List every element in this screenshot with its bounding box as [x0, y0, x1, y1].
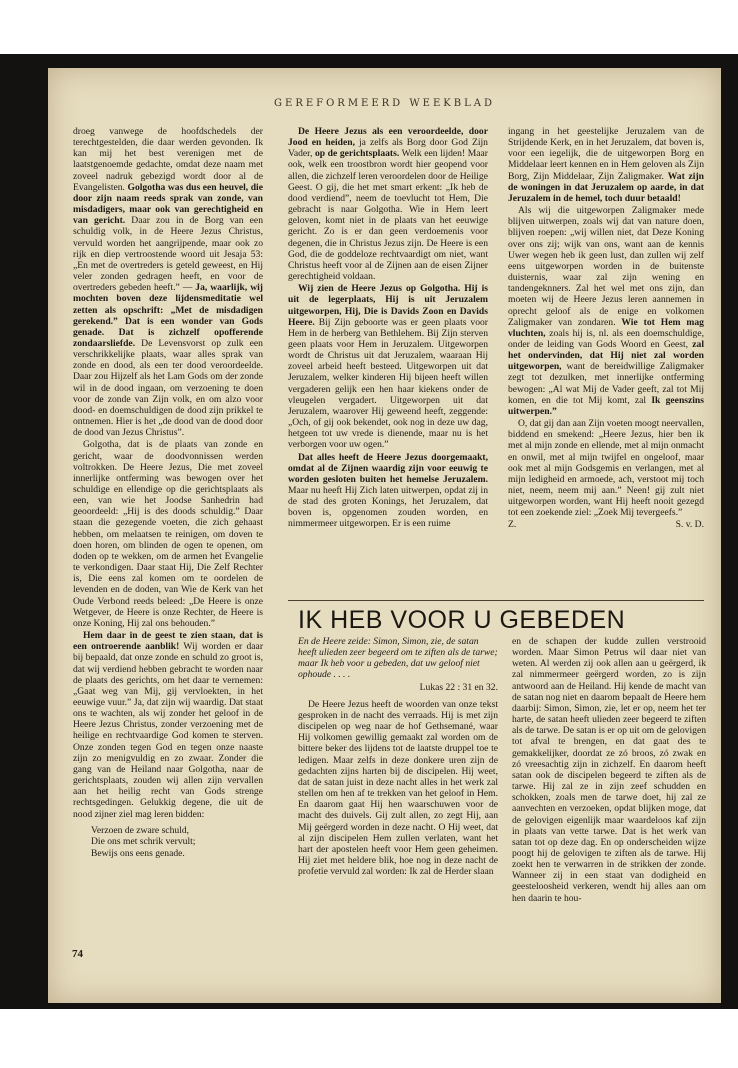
hymn-verse: Verzoen de zware schuld, Die ons met schrik vervult; Bewijs ons eens genade.: [91, 824, 196, 859]
column-3: [508, 126, 704, 531]
signature-right: S. v. D.: [675, 519, 704, 531]
col3-paragraph-3: O, dat gij dan aan Zijn voeten moogt neervallen, biddend en smekend: „Heere Jezus, hier ben ik met al mijn zonde en ellende, met al mijn onmacht en onwil, met al mijn twijfel en ongeloof, maar ook met al mijn Godsgemis en verlangen, met al mijn ledigheid en armoede, ach, verstoot mij toch niet, neem, neem mij aan.” Neen! gij zult niet uitgeworpen worden, want Hij heeft nooit gezegd tot een zoekende ziel: „Zoek Mij tevergeefs.”: [508, 418, 704, 519]
col3-paragraph-1: ingang in het geestelijke Jeruzalem van de Strijdende Kerk, en in het Jeruzalem, dat boven is, voor een iegelijk, die de uitgeworpen Borg en Middelaar leert kennen en in Hem geloven als Zijn Borg, Zijn Middelaar, Zijn Zaligmaker. Wat zijn de woningen in dat Jeruzalem op aarde, in dat Jeruzalem in de hemel, toch duur betaald!: [508, 126, 704, 204]
article-column-1: [298, 636, 498, 878]
col1-paragraph-2: Golgotha, dat is de plaats van zonde en gericht, waar de doodvonnissen werden voltrokken. De Heere Jezus, Die met zoveel innerlijke ontferming was bewogen over het schuldige en ellendige op die gerichtsplaats als een, van wie het Joodse Sanhedrin had geoordeeld: „Hij is des doods schuldig.” Daar staan die gezegende voeten, die zich gehaast hebben, om melaatsen te reinigen, om doven te doen horen, om blinden de ogen te openen, om doden op te wekken, om de armen het Evangelie te verkondigen. Daar staat Hij, Die Zelf Rechter is, Die eens zal komen om te oordelen de levenden en de doden, van Wie de Kerk van het Oude Verbond reeds beleed: „De Heere is onze Wetgever, de Heere is onze Rechter, de Heere is onze Koning, Hij zal ons behouden.”: [73, 439, 263, 629]
col1-paragraph-3: Hem daar in de geest te zien staan, dat is een ontroerende aanblik! Wij worden er daar bij bepaald, dat onze zonde en schuld zo groot is, dat wij verdiend hebben gebracht te worden naar de plaats des gerichts, om het daar te vernemen: „Gaat weg van Mij, gij vervloekten, in het eeuwige vuur.” Ja, dat zijn wij waardig. Dat staat ons te wachten, als wij zonder het geloof in de Heere Jezus Christus, zonder verzoening met de heilige en rechtvaardige God komen te sterven. Onze zonden tegen God en tegen onze naaste zijn zo menigvuldig en zo zwaar. Zonder die gang van de Heiland naar Golgotha, naar de gerichtsplaats, zouden wij allen zijn vervallen aan het heilig recht van Gods strenge rechtsgedingen. Gelukkig degene, die uit de nood zijner ziel mag leren bidden:: [73, 630, 264, 820]
epigraph: En de Heere zeide: Simon, Simon, zie, de satan heeft ulieden zeer begeerd om te ziften als de tarwe; maar Ik heb voor u gebeden, dat uw geloof niet ophoude . . . .: [298, 636, 498, 681]
signature-line: [508, 519, 704, 530]
col2-paragraph-1: De Heere Jezus als een veroordeelde, door Jood en heiden, ja zelfs als Borg door God Zijn Vader, op de gerichtsplaats. Welk een lijden! Maar ook, welk een troostbron wordt hier geopend voor allen, die zichzelf leren veroordelen door de Heilige Geest. O gij, die het met smart erkent: „Ik heb de dood verdiend”, neem de toevlucht tot Hem, Die gebracht is naar Golgotha. Wie in Hem leert geloven, komt niet in de plaats van het eeuwige gericht. Zo is er dan geen verdoemenis voor degenen, die in Christus Jezus zijn. De Heere is een God, die de goddeloze rechtvaardigt om niet, want Christus heeft voor al de Zijnen aan de eisen Zijner gerechtigheid voldaan.: [288, 126, 488, 283]
article-paragraph-2: en de schapen der kudde zullen verstrooid worden. Maar Simon Petrus wil daar niet van weten. Al werden zij ook allen aan u geërgerd, ik zal nimmermeer geërgerd worden, zo is zijn antwoord aan de Heiland. Hij kende de macht van de satan nog niet en daarom bepaalt de Heere hem daarbij: Simon, Simon, zie, let er op, neem het ter harte, de satan heeft ulieden zeer begeerd te ziften als de tarwe. De satan is er op uit om de gelovigen tot afval te brengen, en dat gaat des te gemakkelijker, doordat ze zó broos, zó zwak en zó vreesachtig zijn in zichzelf. En daarom heeft satan ook de discipelen begeerd te ziften als de tarwe. Hij zal ze in zijn zeef schudden en schokken, zoals men de tarwe doet, hij zal ze aanvechten en verzoeken, opdat blijken moge, dat de gelovigen eigenlijk maar waardeloos kaf zijn in plaats van vette tarwe. Dat is het werk van satan tot op deze dag. En op onderscheiden wijze poogt hij de gelovigen te ziften als de tarwe. Hij zoekt hen te verwarren in de strikken der zonde. Wanneer zij in een staat van dodigheid en geesteloosheid verkeren, wendt hij alles aan om hen daarin te hou-: [512, 636, 706, 904]
scripture-reference: Lukas 22 : 31 en 32.: [419, 681, 498, 693]
col2-paragraph-2: Wij zien de Heere Jezus op Golgotha. Hij is uit de legerplaats, Hij is uit Jeruzalem uitgeworpen, Hij, Die is Davids Zoon en Davids Heere. Bij Zijn geboorte was er geen plaats voor Hem in de herberg van Bethlehem. Bij Zijn sterven geen plaats voor Hem in Jeruzalem. Uitgeworpen wordt de Christus uit dat Jeruzalem, waaraan Hij zoveel arbeid heeft besteed. Uitgeworpen uit dat Jeruzalem, welker kinderen Hij bijeen heeft willen vergaderen gelijk een hen haar kiekens onder de vleugelen vergadert. Uitgeworpen uit dat Jeruzalem, waarover Hij geweend heeft, zeggende: „Och, of gij ook bekendet, ook nog in deze uw dag, hetgeen tot uw vrede is dienende, maar nu is het verborgen voor uw ogen.”: [288, 283, 488, 451]
col3-paragraph-2: Als wij die uitgeworpen Zaligmaker mede blijven uitwerpen, zoals wij dat van nature doen, blijven roepen: „wij willen niet, dat Deze Koning over ons zij; wijk van ons, want aan de kennis Uwer wegen heb ik geen lust, dan zullen wij zelf eens uitgeworpen worden in de buitenste duisternis, waar zal zijn wening en tandengeknners. Zal het wel met ons zijn, dan moeten wij de Heere Jezus leren aannemen in oprecht geloof als de enige en volkomen Zaligmaker van zondaren. Wie tot Hem mag vluchten, zoals hij is, nl. als een doemschuldige, onder de leiding van Gods Woord en Geest, zal het ondervinden, dat Hij niet zal worden uitgeworpen, want de bereidwillige Zaligmaker zegt tot dezulken, met innerlijke ontferming bewogen: „Al wat Mij de Vader geeft, zal tot Mij komen, en die tot Mij komt, zal Ik geenszins uitwerpen.”: [508, 205, 705, 417]
column-1: [73, 126, 263, 859]
signature-left: Z.: [508, 519, 517, 531]
article-headline: IK HEB VOOR U GEBEDEN: [298, 606, 626, 634]
article-paragraph-1: De Heere Jezus heeft de woorden van onze tekst gesproken in de nacht des verraads. Hij is met zijn discipelen op weg naar de hof Gethsemané, waar Hij volkomen gewillig gemaakt zal worden om de bittere beker des lijdens tot de laatste druppel toe te ledigen. Maar zelfs in deze donkere uren zijn de gedachten zijns harten bij de discipelen. Hij weet, dat de satan juist in deze nacht alles in het werk zal stellen om hen af te trekken van het geloof in Hem. En daarom gaat Hij hen waarschuwen voor de macht des duivels. Gij zult allen, zo zegt Hij, aan Mij geërgerd worden in deze nacht. O Hij weet, dat al zijn discipelen Hem zullen verlaten, want het hart der apostelen heeft voor Hem geen geheimen. Hij ziet met heldere blik, hoe nog in deze nacht de profetie vervuld zal worden: Ik zal de Herder slaan: [298, 698, 498, 878]
col2-paragraph-3: Dat alles heeft de Heere Jezus doorgemaakt, omdat al de Zijnen waardig zijn voor eeuwig te worden gesloten buiten het hemelse Jeruzalem. Maar nu heeft Hij Zich laten uitwerpen, opdat zij in de stad des groten Konings, het Jeruzalem, dat boven is, opgenomen zouden worden, en nimmermeer uitgeworpen. Er is een ruime: [288, 451, 488, 530]
col1-paragraph-1: droeg vanwege de hoofdschedels der terechtgestelden, die daar werden gevonden. Ik kan mij het best verenigen met de laatstgenoemde gedachte, omdat deze naam met zoveel nadruk gebezigd wordt door al de Evangelisten. Golgotha was dus een heuvel, die door zijn naam reeds sprak van zonde, van misdadigers, maar ook van gerechtigheid en van gericht. Daar zou in de Borg van een schuldig volk, in de Heere Jezus Christus, vervuld worden het aangrijpende, maar ook zo rijk en diep vertroostende woord uit Jesaja 53: „En met de overtreders is geteld geweest, en Hij veler zonden gedragen heeft, en voor de overtreders gebeden heeft.” — Ja, waarlijk, wij mochten boven deze lijdensmeditatie wel zetten als opschrift: „Met de misdadigen gerekend.” Dat is een wonder van Gods genade. Dat is zichzelf opofferende zondaarsliefde. De Levensvorst op zulk een verschrikkelijke plaats, waar alles sprak van zonde en dood, als een ter dood veroordeelde. Daar zou Hijzelf als het Lam Gods om der zonde wil in de dood ingaan, om verzoening te doen voor de zonde van Zijn volk, en om alzo voor dood- en doemschuldigen de dood zijn prikkel te ontnemen. Hier is het „de dood van de dood door de dood van Jezus Christus”.: [73, 126, 263, 439]
newspaper-page: [48, 68, 721, 1003]
masthead: GEREFORMEERD WEEKBLAD: [274, 98, 495, 109]
article-column-2: [512, 636, 706, 905]
page-number: 74: [72, 948, 83, 960]
column-2: [288, 126, 488, 531]
section-rule: [288, 600, 704, 601]
